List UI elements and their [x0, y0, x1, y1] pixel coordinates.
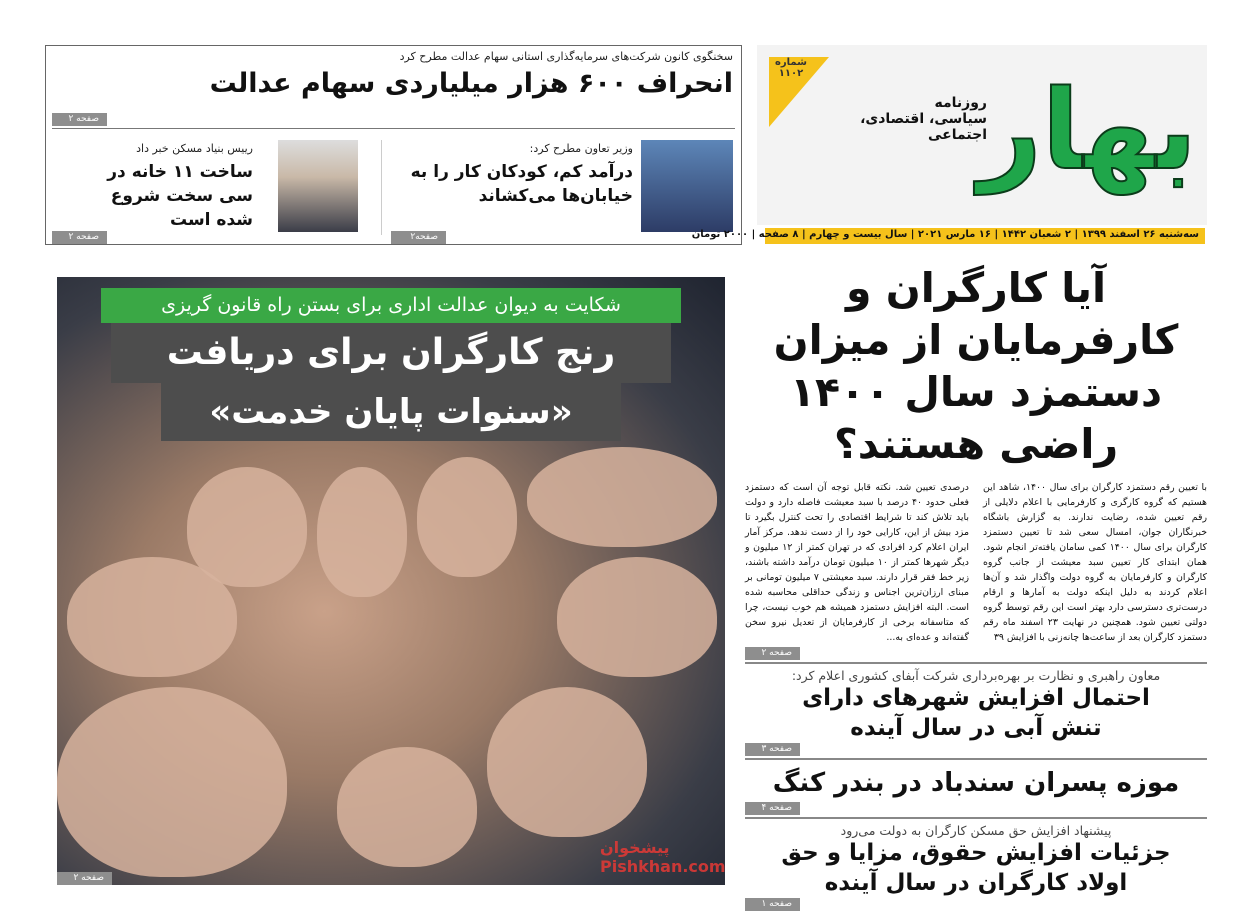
page-tag[interactable]: صفحه ۱: [745, 898, 800, 911]
story-headline[interactable]: جزئیات افزایش حقوق، مزایا و حق اولاد کارگران در سال آینده: [781, 840, 1171, 896]
lead-col-2: درصدی تعیین شد. نکته قابل توجه آن است که دستمزد فعلی حدود ۴۰ درصد با سبد معیشت فاصله دارد و دولت باید تلاش کند تا شرایط اقتصادی را تحت کنترل بگیرد تا مزد بیش از این، کارایی خود را از دست ندهد. مرکز آمار ایران اعلام کرد افرادی که در تهران کمتر از ۱۲ میلیون و دیگر شهرها کمتر از ۱۰ میلیون تومان درآمد داشته باشند، زیر خط فقر قرار دارند. سبد معیشتی ۷ میلیون تومانی بر مبنای ارزان‌ترین اجناس و زندگی حداقلی محاسبه شده است. البته افزایش دستمزد همیشه هم خوب نیست، چرا که متاسفانه برخی از کارفرمایان از تعدیل نیرو سخن گفته‌اند و عده‌ای به...: [745, 482, 969, 643]
top-kicker: سخنگوی کانون شرکت‌های سرمایه‌گذاری استانی سهام عدالت مطرح کرد: [399, 50, 733, 63]
pishkhan-watermark: پیشخوان Pishkhan.com: [600, 838, 726, 876]
workers-hands-photo: [57, 277, 725, 885]
top-news-box: [45, 45, 742, 245]
paper-type: روزنامه سیاسی، اقتصادی، اجتماعی: [860, 95, 987, 143]
divider: [381, 140, 382, 235]
minister-photo: [641, 140, 733, 232]
right-headline[interactable]: درآمد کم، کودکان کار را به خیابان‌ها می‌کشاند: [410, 162, 633, 206]
story-kicker: معاون راهبری و نظارت بر بهره‌برداری شرکت آبفای کشوری اعلام کرد:: [791, 668, 1161, 683]
top-headline[interactable]: انحراف ۶۰۰ هزار میلیاردی سهام عدالت: [209, 68, 733, 99]
lead-col-1: با تعیین رقم دستمزد کارگران برای سال ۱۴۰۰، شاهد این هستیم که گروه کارگری و کارفرمایی با اعلام دلایلی از رقم تعیین شده، رضایت ندارند. به گزارش باشگاه خبرنگاران جوان، امسال سعی شد تا تعیین دستمزد کارگران برای سال ۱۴۰۰ کمی سامان یافته‌تر انجام شود. همان ابتدای کار تعیین سبد معیشت از جانب گروه کارگران و کارفرمایان به گروه دولت واگذار شد و آن‌ها اعلام کردند به دلیل اینکه دولت به آمارها و ارقام درست‌تری دسترسی دارد بهتر است این رقم توسط گروه دولتی تعیین شود. همچنین در نهایت ۲۳ اسفند ماه رقم دستمزد کارگران بعد از ساعت‌ها چانه‌زنی با افزایش ۳۹: [983, 482, 1207, 643]
story-wages: [745, 823, 1207, 898]
issue-number: شماره ۱۱۰۲: [775, 57, 807, 79]
page-tag[interactable]: صفحه ۴: [745, 802, 800, 815]
story-headline[interactable]: احتمال افزایش شهرهای دارای تنش آبی در سال آینده: [802, 685, 1150, 741]
page-tag[interactable]: صفحه ۲: [52, 113, 107, 126]
left-kicker: رییس بنیاد مسکن خبر داد: [136, 142, 253, 155]
story-kicker: پیشنهاد افزایش حق مسکن کارگران به دولت می‌رود: [840, 823, 1112, 838]
photo-headline-2[interactable]: «سنوات پایان خدمت»: [161, 383, 621, 441]
page-tag[interactable]: صفحه ۲: [52, 231, 107, 244]
photo-headline-1[interactable]: رنج کارگران برای دریافت: [111, 323, 671, 383]
story-water: [745, 668, 1207, 743]
masthead: [757, 45, 1207, 225]
lead-body: [745, 480, 1207, 645]
page-tag[interactable]: صفحه۲: [391, 231, 446, 244]
divider: [52, 128, 735, 129]
right-column: [745, 262, 1207, 911]
lead-headline[interactable]: آیا کارگران و کارفرمایان از میزان دستمزد سال ۱۴۰۰ راضی هستند؟: [773, 264, 1179, 468]
housing-head-photo: [278, 140, 358, 232]
photo-kicker: شکایت به دیوان عدالت اداری برای بستن راه قانون گریزی: [101, 288, 681, 323]
right-kicker: وزیر تعاون مطرح کرد:: [529, 142, 633, 155]
page-tag[interactable]: صفحه ۳: [745, 743, 800, 756]
page-tag[interactable]: صفحه ۲: [57, 872, 112, 885]
page-tag[interactable]: صفحه ۲: [745, 647, 800, 660]
story-headline[interactable]: موزه پسران سندباد در بندر کنگ: [772, 768, 1180, 798]
paper-logo: بهار: [978, 66, 1197, 194]
left-headline[interactable]: ساخت ۱۱ خانه در سی سخت شروع شده است: [107, 162, 253, 230]
story-museum: [745, 760, 1207, 802]
dateline: سه‌شنبه ۲۶ اسفند ۱۳۹۹ | ۲ شعبان ۱۴۴۲ | ۱۶ مارس ۲۰۲۱ | سال بیست و چهارم | ۸ صفحه | ۲۰۰۰ تومان: [765, 228, 1205, 244]
